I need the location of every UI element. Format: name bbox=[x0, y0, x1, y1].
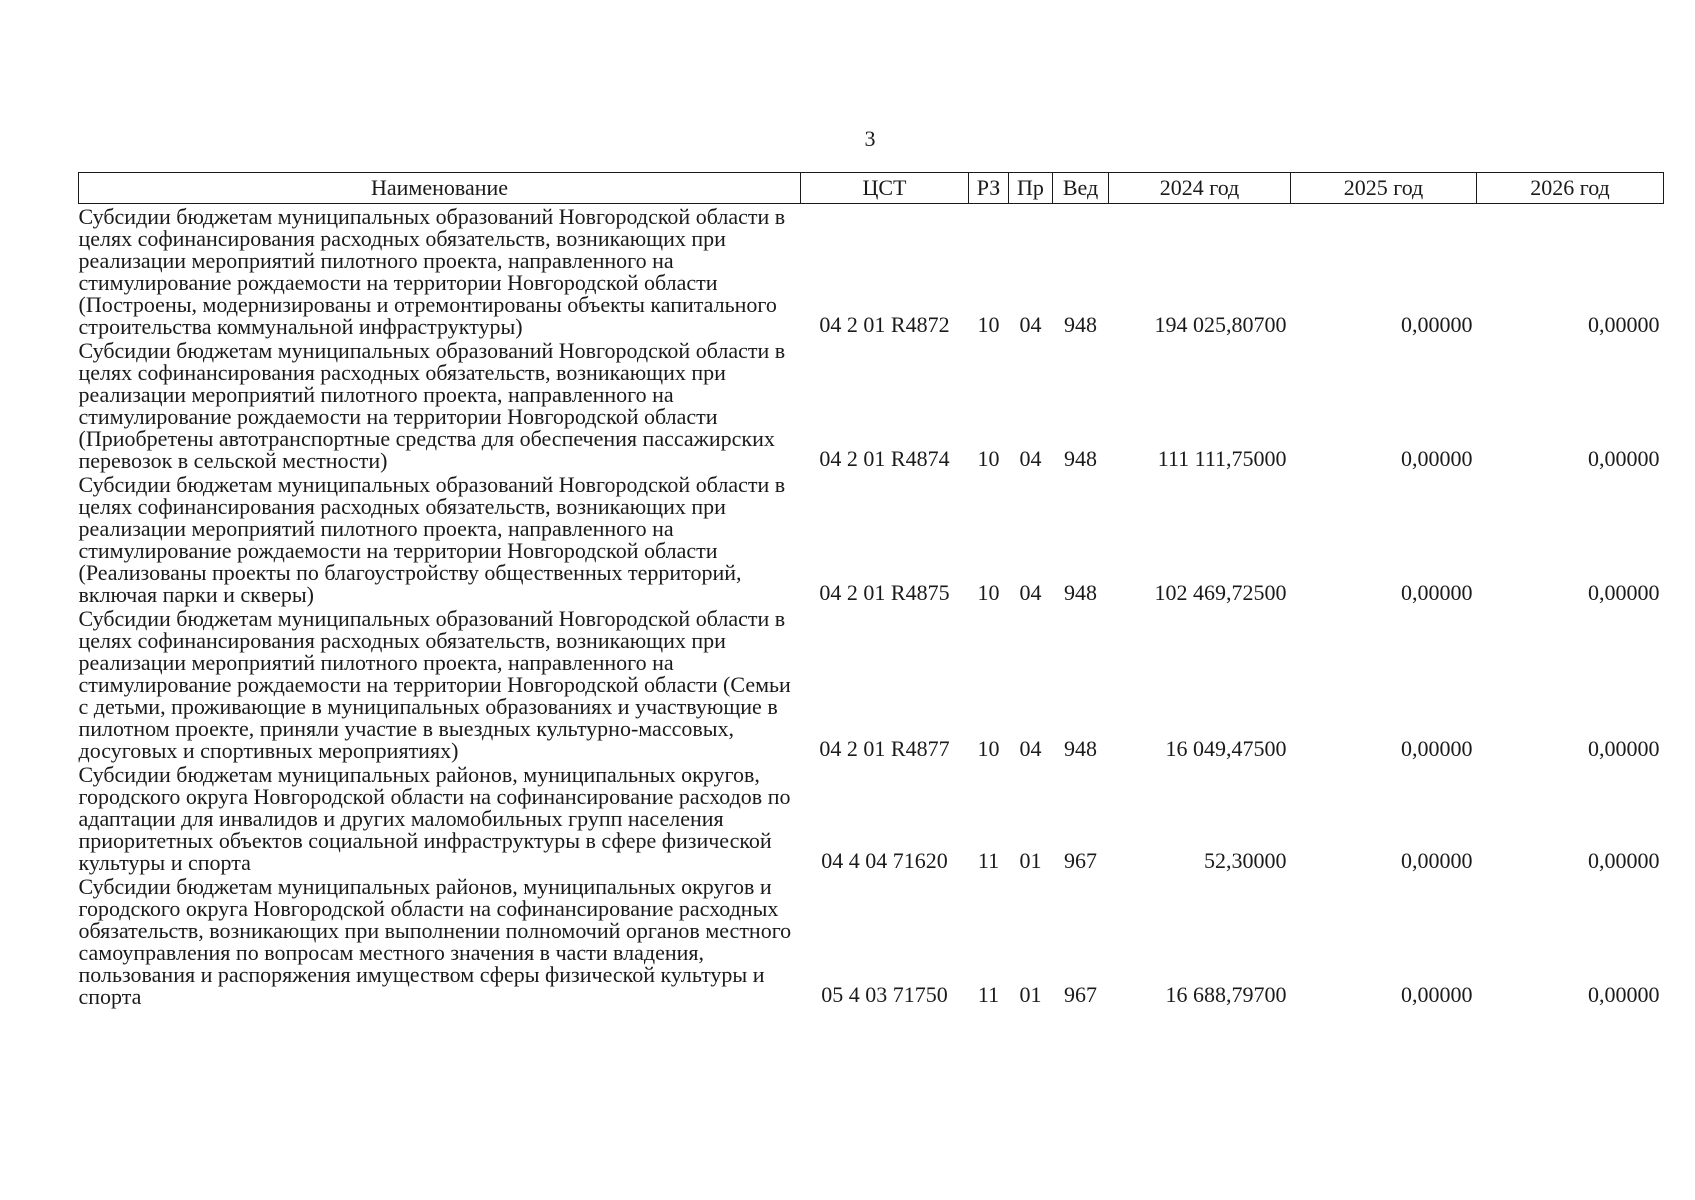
header-row bbox=[79, 173, 1664, 204]
row-2025: 0,00000 bbox=[1401, 446, 1473, 471]
row-pr: 04 bbox=[1019, 736, 1042, 761]
row-rz: 10 bbox=[977, 736, 1000, 761]
row-pr: 01 bbox=[1019, 848, 1042, 873]
row-2026: 0,00000 bbox=[1588, 736, 1660, 761]
budget-table bbox=[78, 172, 1664, 1008]
row-name: Субсидии бюджетам муниципальных образований Новгородской области в целях софинансирования расходных обязательств, возникающих при реализации мероприятий пилотного проекта, направленного на стимулирование рождаемости на территории Новгородской области (Семьи с детьми, проживающие в муниципальных образованиях и участвующие в пилотном проекте, приняли участие в выездных культурно-массовых, досуговых и спортивных мероприятиях) bbox=[78, 606, 791, 763]
row-2024: 194 025,80700 bbox=[1154, 312, 1287, 337]
table-row bbox=[79, 472, 1664, 606]
row-ved: 948 bbox=[1064, 446, 1097, 471]
row-ved: 948 bbox=[1064, 580, 1097, 605]
row-2024: 16 688,79700 bbox=[1165, 982, 1287, 1007]
row-2025: 0,00000 bbox=[1401, 736, 1473, 761]
header-cst: ЦСТ bbox=[801, 173, 969, 204]
row-2025: 0,00000 bbox=[1401, 848, 1473, 873]
row-name: Субсидии бюджетам муниципальных образований Новгородской области в целях софинансирования расходных обязательств, возникающих при реализации мероприятий пилотного проекта, направленного на стимулирование рождаемости на территории Новгородской области (Приобретены автотранспортные средства для обеспечения пассажирских перевозок в сельской местности) bbox=[78, 338, 786, 473]
row-pr: 04 bbox=[1019, 446, 1042, 471]
row-2024: 111 111,75000 bbox=[1157, 446, 1287, 471]
row-cst: 04 2 01 R4877 bbox=[819, 736, 950, 761]
row-ved: 967 bbox=[1064, 982, 1097, 1007]
page-number: 3 bbox=[864, 126, 876, 151]
header-2024: 2024 год bbox=[1109, 173, 1291, 204]
row-pr: 01 bbox=[1019, 982, 1042, 1007]
row-rz: 10 bbox=[977, 446, 1000, 471]
header-rz: РЗ bbox=[969, 173, 1009, 204]
header-ved: Вед bbox=[1053, 173, 1109, 204]
row-rz: 10 bbox=[977, 312, 1000, 337]
row-pr: 04 bbox=[1019, 312, 1042, 337]
row-ved: 948 bbox=[1064, 736, 1097, 761]
table-row bbox=[79, 338, 1664, 472]
row-rz: 10 bbox=[977, 580, 1000, 605]
row-2026: 0,00000 bbox=[1588, 312, 1660, 337]
header-pr: Пр bbox=[1009, 173, 1053, 204]
row-name: Субсидии бюджетам муниципальных районов, муниципальных округов, городского округа Новгородской области на софинансирование расходов по адаптации для инвалидов и других маломобильных групп населения приоритетных объектов социальной инфраструктуры в сфере физической культуры и спорта bbox=[78, 762, 791, 875]
row-name: Субсидии бюджетам муниципальных районов, муниципальных округов и городского округа Новгородской области на софинансирование расходных обязательств, возникающих при выполнении полномочий органов местного самоуправления по вопросам местного значения в части владения, пользования и распоряжения имуществом сферы физической культуры и спорта bbox=[78, 874, 792, 1009]
row-pr: 04 bbox=[1019, 580, 1042, 605]
header-2026: 2026 год bbox=[1477, 173, 1664, 204]
row-cst: 05 4 03 71750 bbox=[821, 982, 948, 1007]
header-2025: 2025 год bbox=[1291, 173, 1477, 204]
table-row bbox=[79, 204, 1664, 339]
header-name: Наименование bbox=[79, 173, 801, 204]
row-cst: 04 4 04 71620 bbox=[821, 848, 948, 873]
row-rz: 11 bbox=[977, 982, 1000, 1007]
row-ved: 967 bbox=[1064, 848, 1097, 873]
row-2025: 0,00000 bbox=[1401, 982, 1473, 1007]
table-row bbox=[79, 874, 1664, 1008]
row-2024: 16 049,47500 bbox=[1165, 736, 1287, 761]
row-2025: 0,00000 bbox=[1401, 312, 1473, 337]
row-2026: 0,00000 bbox=[1588, 848, 1660, 873]
table-row bbox=[79, 762, 1664, 874]
row-2025: 0,00000 bbox=[1401, 580, 1473, 605]
row-2026: 0,00000 bbox=[1588, 446, 1660, 471]
row-2024: 52,30000 bbox=[1204, 848, 1287, 873]
row-name: Субсидии бюджетам муниципальных образований Новгородской области в целях софинансирования расходных обязательств, возникающих при реализации мероприятий пилотного проекта, направленного на стимулирование рождаемости на территории Новгородской области (Построены, модернизированы и отремонтированы объекты капитального строительства коммунальной инфраструктуры) bbox=[78, 204, 786, 339]
row-cst: 04 2 01 R4874 bbox=[819, 446, 950, 471]
row-2026: 0,00000 bbox=[1588, 580, 1660, 605]
row-2024: 102 469,72500 bbox=[1154, 580, 1287, 605]
row-cst: 04 2 01 R4872 bbox=[819, 312, 950, 337]
row-2026: 0,00000 bbox=[1588, 982, 1660, 1007]
row-cst: 04 2 01 R4875 bbox=[819, 580, 950, 605]
row-rz: 11 bbox=[977, 848, 1000, 873]
row-name: Субсидии бюджетам муниципальных образований Новгородской области в целях софинансирования расходных обязательств, возникающих при реализации мероприятий пилотного проекта, направленного на стимулирование рождаемости на территории Новгородской области (Реализованы проекты по благоустройству общественных территорий, включая парки и скверы) bbox=[78, 472, 786, 607]
table-row bbox=[79, 606, 1664, 762]
row-ved: 948 bbox=[1064, 312, 1097, 337]
